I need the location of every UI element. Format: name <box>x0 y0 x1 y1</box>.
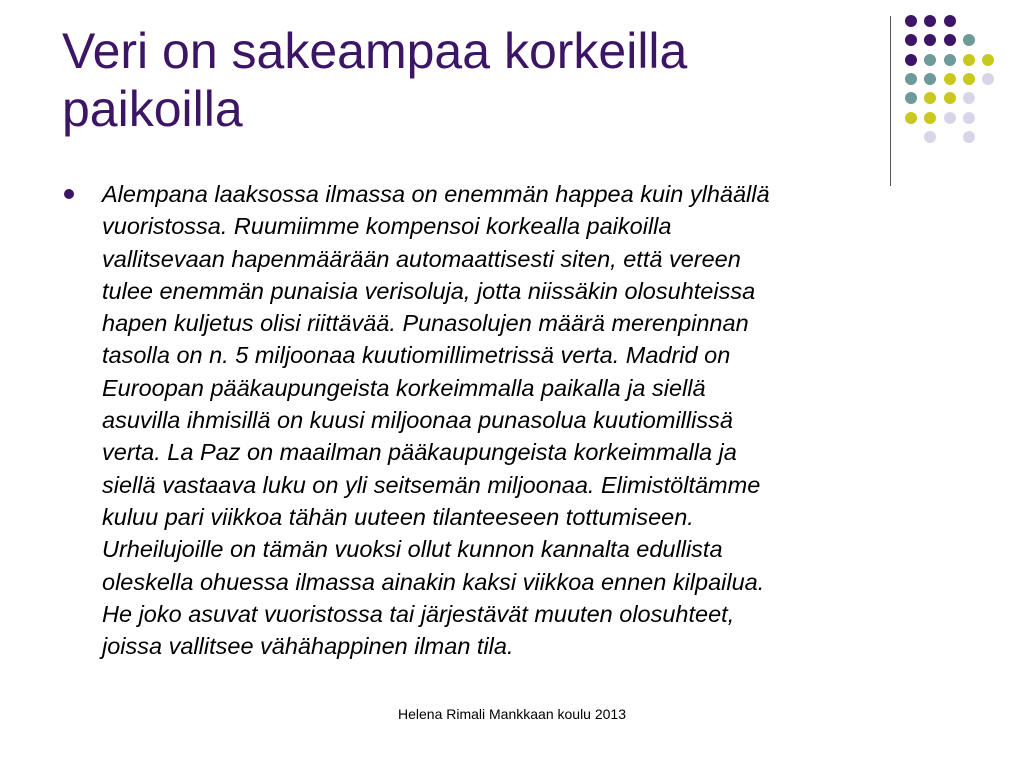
body-text-line: verta. La Paz on maailman pääkaupungeista korkeimmalla ja <box>102 439 737 466</box>
slide-title-line: paikoilla <box>62 81 243 137</box>
decorative-dot-icon <box>924 15 936 27</box>
decorative-dot-icon <box>924 34 936 46</box>
body-text-line: tasolla on n. 5 miljoonaa kuutiomillimetrissä verta. Madrid on <box>102 342 731 369</box>
decorative-dot-icon <box>944 73 956 85</box>
decorative-dot-icon <box>963 131 975 143</box>
slide-body <box>62 178 962 662</box>
slide-title-line: Veri on sakeampaa korkeilla <box>62 23 688 79</box>
decorative-dot-icon <box>924 131 936 143</box>
decorative-dot-icon <box>963 112 975 124</box>
body-text-line: vuoristossa. Ruumiimme kompensoi korkealla paikoilla <box>102 213 672 240</box>
body-text-line: Euroopan pääkaupungeista korkeimmalla paikalla ja siellä <box>102 374 706 401</box>
decorative-dot-icon <box>905 34 917 46</box>
decorative-dot-icon <box>924 54 936 66</box>
decorative-dot-icon <box>905 73 917 85</box>
body-text-line: oleskella ohuessa ilmassa ainakin kaksi viikkoa ennen kilpailua. <box>102 568 765 595</box>
bullet-text <box>102 178 962 662</box>
decorative-dot-icon <box>944 92 956 104</box>
decorative-dot-icon <box>944 112 956 124</box>
bullet-dot-icon <box>64 189 74 199</box>
body-text-line: He joko asuvat vuoristossa tai järjestävät muuten olosuhteet, <box>102 600 735 627</box>
decorative-dot-icon <box>982 73 994 85</box>
decorative-dot-icon <box>924 92 936 104</box>
decorative-dot-icon <box>944 15 956 27</box>
body-text-line: siellä vastaava luku on yli seitsemän miljoonaa. Elimistöltämme <box>102 471 761 498</box>
bullet-paragraph <box>62 178 962 662</box>
body-text-line: vallitsevaan hapenmäärään automaattisesti siten, että vereen <box>102 245 741 272</box>
slide-footer: Helena Rimali Mankkaan koulu 2013 <box>397 706 627 722</box>
decorative-dot-icon <box>963 34 975 46</box>
decorative-dot-icon <box>963 92 975 104</box>
decorative-dot-icon <box>963 73 975 85</box>
decorative-dot-icon <box>905 15 917 27</box>
body-text-line: asuvilla ihmisillä on kuusi miljoonaa punasolua kuutiomillissä <box>102 407 733 434</box>
body-text-line: Urheilujoille on tämän vuoksi ollut kunnon kannalta edullista <box>102 536 723 563</box>
decorative-dot-icon <box>905 54 917 66</box>
body-text-line: joissa vallitsee vähähappinen ilman tila. <box>102 633 514 660</box>
decorative-dot-grid <box>905 15 1015 165</box>
body-text-line: hapen kuljetus olisi riittävää. Punasolujen määrä merenpinnan <box>102 310 749 337</box>
vertical-divider <box>890 16 891 186</box>
decorative-dot-icon <box>924 112 936 124</box>
decorative-dot-icon <box>944 34 956 46</box>
body-text-line: Alempana laaksossa ilmassa on enemmän happea kuin ylhäällä <box>102 181 770 207</box>
body-text-line: tulee enemmän punaisia verisoluja, jotta niissäkin olosuhteissa <box>102 277 756 304</box>
decorative-dot-icon <box>905 112 917 124</box>
decorative-dot-icon <box>982 54 994 66</box>
slide-title <box>62 22 862 138</box>
decorative-dot-icon <box>924 73 936 85</box>
decorative-dot-icon <box>944 54 956 66</box>
decorative-dot-icon <box>905 92 917 104</box>
decorative-dot-icon <box>963 54 975 66</box>
body-text-line: kuluu pari viikkoa tähän uuteen tilanteeseen tottumiseen. <box>102 503 694 530</box>
